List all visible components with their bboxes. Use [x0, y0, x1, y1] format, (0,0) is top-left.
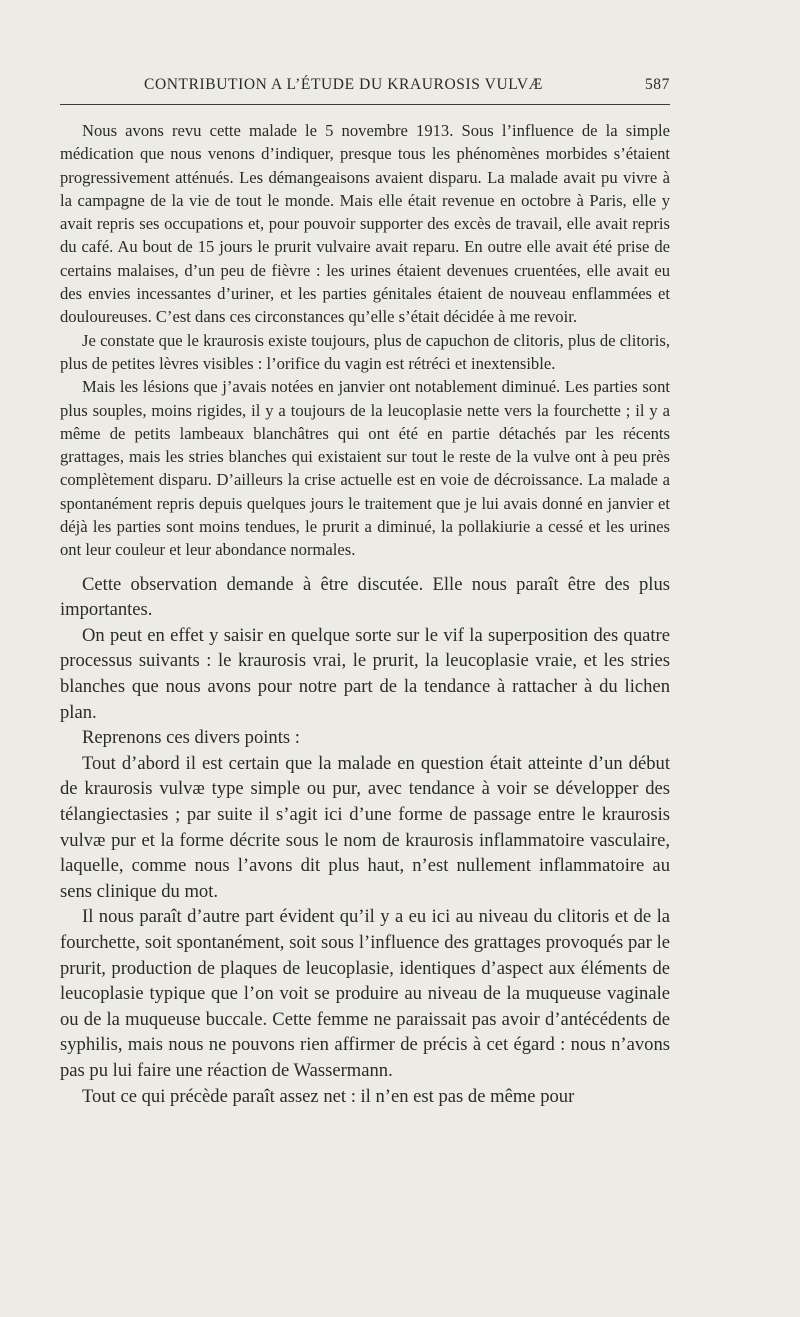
running-title: CONTRIBUTION A L’ÉTUDE DU KRAUROSIS VULVÆ [144, 76, 544, 93]
paragraph-discussion: Cette observation demande à être discutée. Elle nous paraît être des plus importantes. [60, 573, 670, 621]
paragraph-findings: Je constate que le kraurosis existe toujours, plus de capuchon de clitoris, plus de clitoris, plus de petites lèvres visibles : l’orifice du vagin est rétréci et inextensible. [60, 330, 670, 373]
page-number: 587 [644, 76, 670, 93]
running-header [60, 72, 670, 98]
paragraph-conclusion-start: Tout ce qui précède paraît assez net : il n’en est pas de même pour [82, 1085, 575, 1107]
header-rule [60, 104, 670, 105]
body-text [60, 119, 670, 1109]
paragraph-processes: On peut en effet y saisir en quelque sorte sur le vif la superposition des quatre processus suivants : le kraurosis vrai, le prurit, la leucoplasie vraie, et les stries blanches que nous avons pour notre part de la tendance à rattacher à du lichen plan. [60, 624, 670, 723]
paragraph-follow-up: Nous avons revu cette malade le 5 novembre 1913. Sous l’influence de la simple médication que nous venons d’indiquer, presque tous les phénomènes morbides s’étaient progressivement atténués. Les démangeaisons avaient disparu. La malade avait pu vivre à la campagne de la vie de tout le monde. Mais elle était revenue en octobre à Paris, elle y avait repris ses occupations et, pour pouvoir supporter des excès de travail, elle avait repris du café. Au bout de 15 jours le prurit vulvaire avait reparu. En outre elle avait été prise de certains malaises, d’un peu de fièvre : les urines étaient devenues cruentées, elle avait eu des envies incessantes d’uriner, et les parties génitales étaient de nouveau enflammées et douloureuses. C’est dans ces circonstances qu’elle s’était décidée à me revoir. [60, 121, 670, 327]
paragraph-points: Reprenons ces divers points : [82, 727, 300, 749]
paragraph-leucoplasie: Il nous paraît d’autre part évident qu’il y a eu ici au niveau du clitoris et de la fourchette, soit spontanément, soit sous l’influence des grattages provoqués par le prurit, production de plaques de leucoplasie, identiques d’aspect aux éléments de leucoplasie typique que l’on voit se produire au niveau de la muqueuse vaginale ou de la muqueuse buccale. Cette femme ne paraissait pas avoir d’antécédents de syphilis, mais nous ne pouvons rien affirmer de précis à cet égard : nous n’avons pas pu lui faire une réaction de Wassermann. [60, 906, 670, 1081]
paragraph-kraurosis: Tout d’abord il est certain que la malade en question était atteinte d’un début de kraurosis vulvæ type simple ou pur, avec tendance à voir se développer des télangiectasies ; par suite il s’agit ici d’une forme de passage entre le kraurosis vulvæ pur et la forme décrite sous le nom de kraurosis inflammatoire vasculaire, laquelle, comme nous l’avons dit plus haut, n’est nullement inflammatoire au sens clinique du mot. [60, 752, 670, 902]
paragraph-lesions: Mais les lésions que j’avais notées en janvier ont notablement diminué. Les parties sont plus souples, moins rigides, il y a toujours de la leucoplasie nette vers la fourchette ; il y a même de petits lambeaux blanchâtres qui ont été en partie détachés par les récents grattages, mais les stries blanches qui existaient sur tout le reste de la vulve ont à peu près complètement disparu. D’ailleurs la crise actuelle est en voie de décroissance. La malade a spontanément repris depuis quelques jours le traitement que je lui avais donné en janvier et déjà les parties sont moins tendues, le prurit a diminué, la pollakiurie a cessé et les urines ont leur couleur et leur abondance normales. [60, 377, 670, 560]
